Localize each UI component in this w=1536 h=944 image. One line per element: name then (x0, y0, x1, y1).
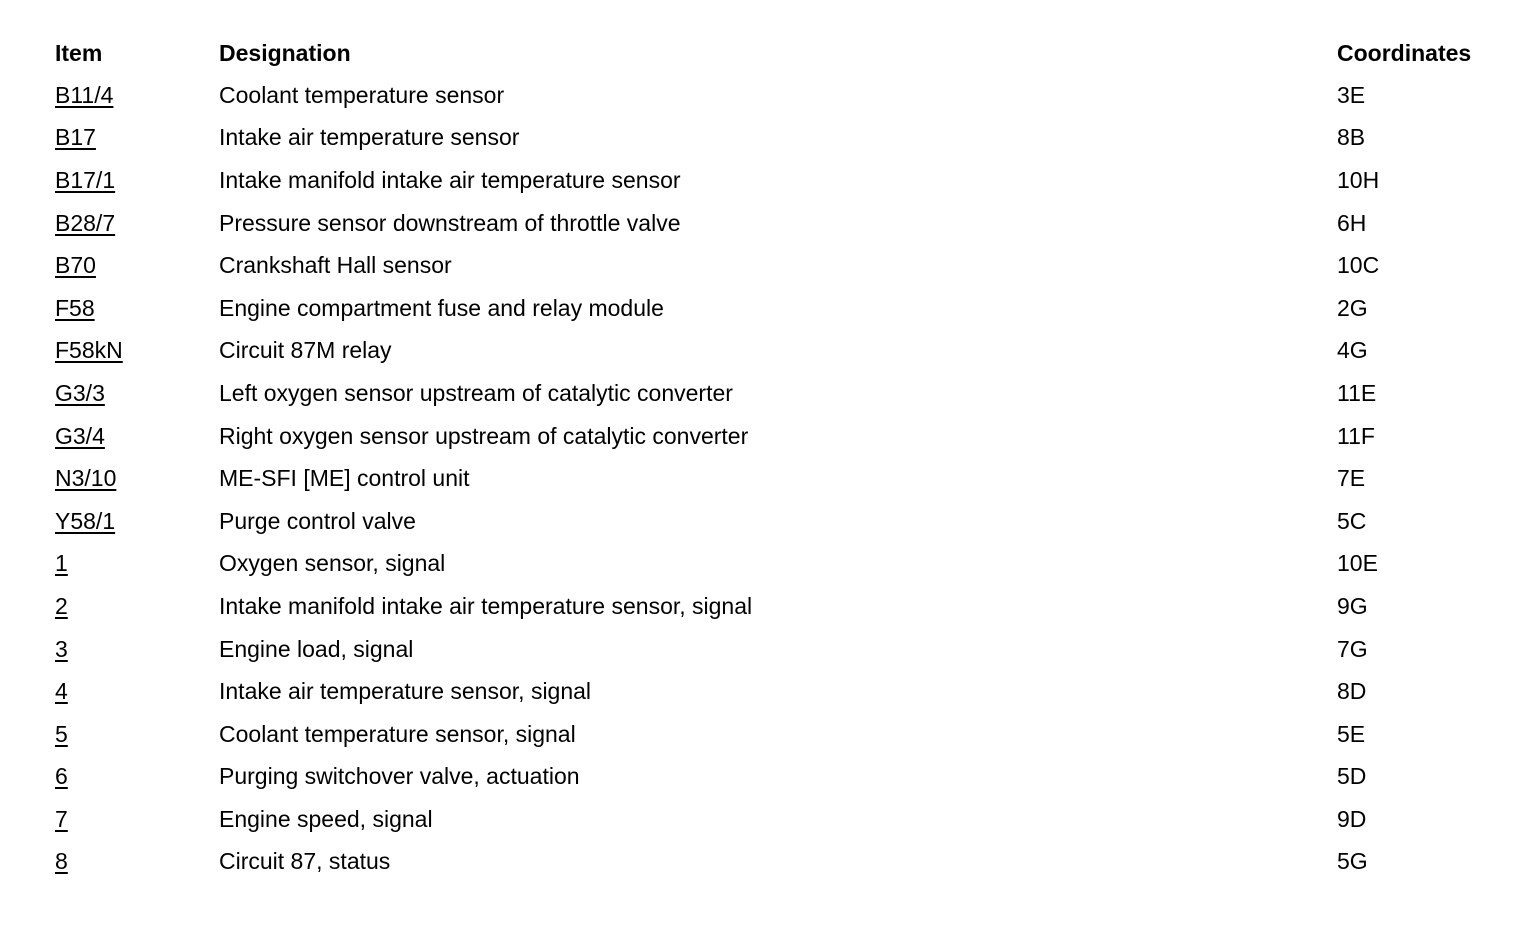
coordinates-cell: 8B (1337, 124, 1366, 151)
item-cell (55, 117, 219, 160)
item-link[interactable]: F58kN (55, 337, 123, 364)
item-link[interactable]: 8 (55, 848, 68, 875)
item-cell (55, 159, 219, 202)
designation-cell: Left oxygen sensor upstream of catalytic converter (219, 379, 733, 406)
coordinates-cell: 5E (1337, 720, 1366, 747)
item-link[interactable]: B28/7 (55, 209, 116, 236)
coordinates-cell: 10H (1337, 166, 1380, 193)
table-row (55, 244, 1505, 287)
item-cell (55, 330, 219, 373)
table-row (55, 457, 1505, 500)
header-coordinates: Coordinates (1337, 39, 1472, 66)
coordinates-cell: 9D (1337, 805, 1367, 832)
item-cell (55, 244, 219, 287)
item-cell (55, 756, 219, 799)
item-cell (55, 74, 219, 117)
legend-body (55, 74, 1505, 883)
table-row (55, 500, 1505, 543)
designation-cell: Engine speed, signal (219, 805, 433, 832)
item-link[interactable]: B70 (55, 252, 96, 279)
item-link[interactable]: 1 (55, 550, 68, 577)
item-link[interactable]: B17/1 (55, 166, 116, 193)
coordinates-cell: 10C (1337, 252, 1380, 279)
item-link[interactable]: G3/3 (55, 379, 105, 406)
table-row (55, 798, 1505, 841)
coordinates-cell: 4G (1337, 337, 1368, 364)
item-cell (55, 841, 219, 884)
item-cell (55, 415, 219, 458)
table-row (55, 713, 1505, 756)
designation-cell: Intake manifold intake air temperature sensor, signal (219, 592, 753, 619)
designation-cell: Purging switchover valve, actuation (219, 763, 580, 790)
designation-cell: Intake air temperature sensor (219, 124, 520, 151)
item-link[interactable]: B17 (55, 124, 96, 151)
item-cell (55, 287, 219, 330)
designation-cell: Pressure sensor downstream of throttle valve (219, 209, 681, 236)
designation-cell: Oxygen sensor, signal (219, 550, 446, 577)
legend-table (55, 32, 1505, 883)
coordinates-cell: 2G (1337, 294, 1368, 321)
coordinates-cell: 10E (1337, 550, 1378, 577)
table-row (55, 670, 1505, 713)
coordinates-cell: 5C (1337, 507, 1367, 534)
table-row (55, 330, 1505, 373)
coordinates-cell: 5D (1337, 763, 1367, 790)
coordinates-cell: 6H (1337, 209, 1367, 236)
table-row (55, 543, 1505, 586)
designation-cell: Crankshaft Hall sensor (219, 252, 452, 279)
item-link[interactable]: 6 (55, 763, 68, 790)
item-cell (55, 543, 219, 586)
designation-cell: Engine compartment fuse and relay module (219, 294, 664, 321)
header-row (55, 32, 1505, 74)
item-cell (55, 372, 219, 415)
designation-cell: Intake air temperature sensor, signal (219, 678, 592, 705)
item-cell (55, 798, 219, 841)
designation-cell: Coolant temperature sensor, signal (219, 720, 576, 747)
item-link[interactable]: 3 (55, 635, 68, 662)
coordinates-cell: 5G (1337, 848, 1368, 875)
table-row (55, 628, 1505, 671)
item-cell (55, 202, 219, 245)
item-link[interactable]: 7 (55, 805, 68, 832)
item-cell (55, 585, 219, 628)
item-cell (55, 457, 219, 500)
table-row (55, 756, 1505, 799)
table-row (55, 585, 1505, 628)
table-row (55, 415, 1505, 458)
header-designation: Designation (219, 39, 351, 66)
designation-cell: Circuit 87M relay (219, 337, 392, 364)
table-row (55, 117, 1505, 160)
coordinates-cell: 11F (1337, 422, 1375, 449)
table-row (55, 372, 1505, 415)
item-link[interactable]: G3/4 (55, 422, 105, 449)
designation-cell: ME-SFI [ME] control unit (219, 465, 470, 492)
designation-cell: Right oxygen sensor upstream of catalytic converter (219, 422, 749, 449)
item-link[interactable]: Y58/1 (55, 507, 116, 534)
item-cell (55, 500, 219, 543)
coordinates-cell: 11E (1337, 379, 1377, 406)
table-row (55, 202, 1505, 245)
coordinates-cell: 8D (1337, 678, 1367, 705)
coordinates-cell: 3E (1337, 81, 1366, 108)
table-row (55, 841, 1505, 884)
item-link[interactable]: F58 (55, 294, 95, 321)
item-link[interactable]: N3/10 (55, 465, 117, 492)
item-cell (55, 713, 219, 756)
designation-cell: Intake manifold intake air temperature sensor (219, 166, 681, 193)
coordinates-cell: 7E (1337, 465, 1366, 492)
coordinates-cell: 7G (1337, 635, 1368, 662)
item-link[interactable]: 4 (55, 678, 68, 705)
item-link[interactable]: 5 (55, 720, 68, 747)
item-cell (55, 628, 219, 671)
item-cell (55, 670, 219, 713)
item-link[interactable]: 2 (55, 592, 68, 619)
designation-cell: Engine load, signal (219, 635, 414, 662)
designation-cell: Coolant temperature sensor (219, 81, 505, 108)
table-row (55, 74, 1505, 117)
table-row (55, 159, 1505, 202)
coordinates-cell: 9G (1337, 592, 1368, 619)
designation-cell: Circuit 87, status (219, 848, 391, 875)
table-row (55, 287, 1505, 330)
header-item: Item (55, 39, 103, 66)
item-link[interactable]: B11/4 (55, 81, 114, 108)
designation-cell: Purge control valve (219, 507, 416, 534)
